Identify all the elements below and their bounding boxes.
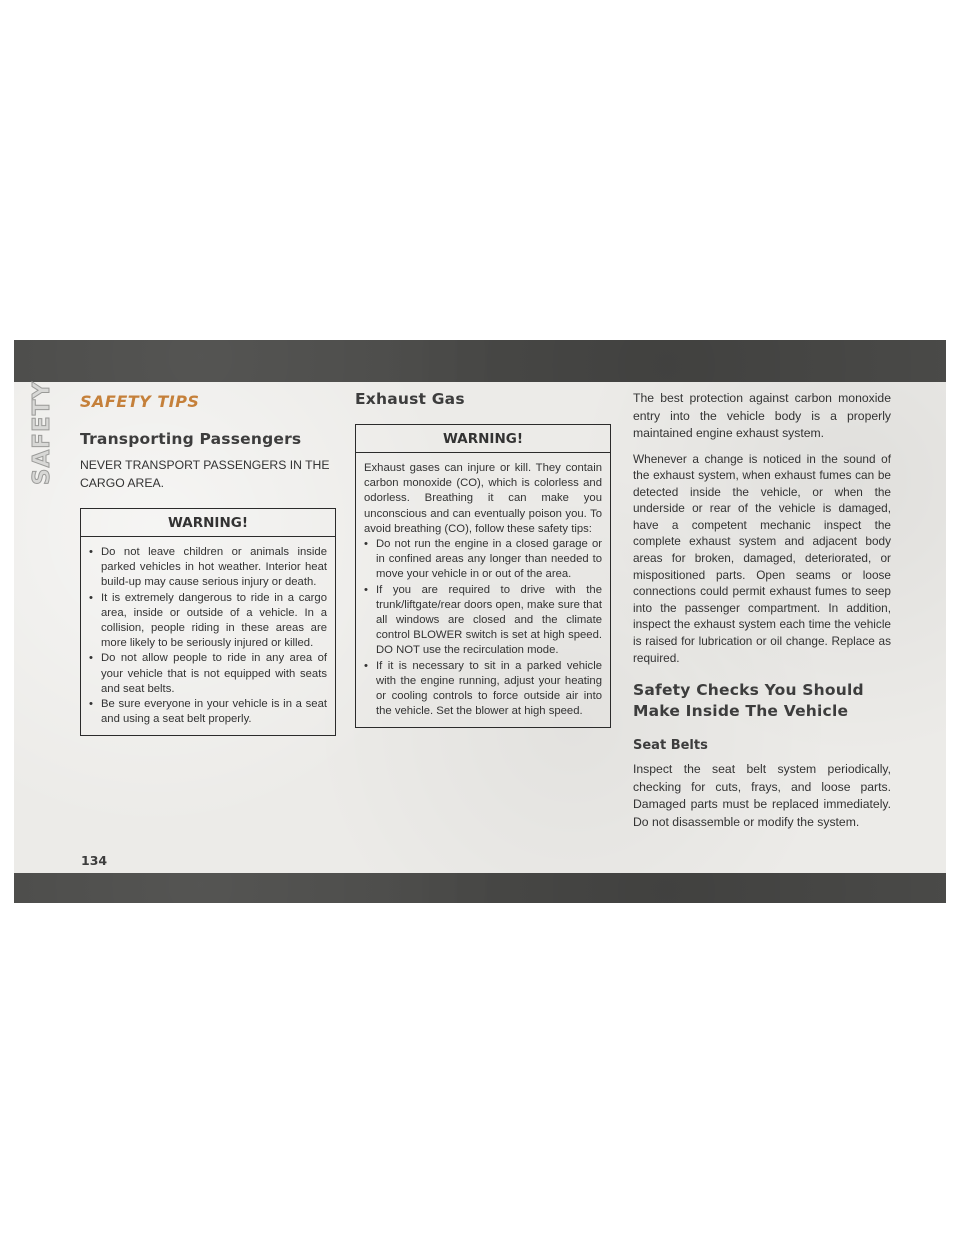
heading-safety-checks: Safety Checks You Should Make Inside The Vehicle: [633, 681, 864, 721]
warning-title: WARNING!: [356, 425, 610, 453]
warning-list: [89, 545, 327, 727]
warning-intro: Exhaust gases can injure or kill. They contain carbon monoxide (CO), which is colorless and odorless. Breathing it can make you unconscious and can eventually poison you. To avoid breathing (CO), follow these safety tips:: [364, 462, 602, 535]
warning-item: • If it is necessary to sit in a parked vehicle with the engine running, adjust your heating or cooling controls to force outside air into the vehicle. Set the blower at high speed.: [364, 659, 602, 720]
bottom-banner: [14, 873, 946, 903]
section-title: SAFETY TIPS: [80, 392, 200, 411]
column-right: [633, 390, 891, 831]
intro-text: NEVER TRANSPORT PASSENGERS IN THE CARGO AREA.: [80, 458, 330, 490]
warning-box-passengers: [80, 508, 336, 736]
heading-exhaust-gas: Exhaust Gas: [355, 390, 465, 408]
top-banner: [14, 340, 946, 382]
side-tab-label: SAFETY: [29, 380, 56, 486]
warning-item: • Do not run the engine in a closed garage or in confined areas any longer than needed to move your vehicle in or out of the area.: [364, 537, 602, 583]
paragraph-exhaust-inspection: Whenever a change is noticed in the sound of the exhaust system, when exhaust fumes can be detected inside the vehicle, or when the underside or rear of the vehicle is damaged, have a competent mechanic inspect the complete exhaust system and adjacent body areas for broken, damaged, deteriorated, or mispositioned parts. Open seams or loose connections could permit exhaust fumes to seep into the passenger compartment. In addition, inspect the exhaust system each time the vehicle is raised for lubrication or oil change. Replace as required.: [633, 451, 891, 665]
warning-box-exhaust: [355, 424, 611, 728]
column-middle: [355, 390, 611, 728]
warning-title: WARNING!: [81, 509, 335, 537]
side-tab: [18, 380, 56, 486]
page-number: 134: [81, 853, 108, 868]
paragraph-protection: The best protection against carbon monoxide entry into the vehicle body is a properly maintained engine exhaust system.: [633, 391, 891, 440]
subheading-seat-belts: Seat Belts: [633, 738, 708, 754]
warning-list: [364, 537, 602, 719]
heading-transporting-passengers: Transporting Passengers: [80, 430, 302, 448]
warning-item: • If you are required to drive with the trunk/liftgate/rear doors open, make sure that all windows are closed and the climate control BLOWER switch is set at high speed. DO NOT use the recirculation mode.: [364, 583, 602, 659]
warning-item: • Do not allow people to ride in any area of your vehicle that is not equipped with seats and seat belts.: [89, 651, 327, 697]
paragraph-seat-belts: Inspect the seat belt system periodically, checking for cuts, frays, and loose parts. Damaged parts must be replaced immediately. Do not disassemble or modify the system.: [633, 762, 891, 829]
warning-item: • Do not leave children or animals inside parked vehicles in hot weather. Interior heat build-up may cause serious injury or death.: [89, 545, 327, 591]
column-left: [80, 390, 336, 736]
warning-item: • Be sure everyone in your vehicle is in a seat and using a seat belt properly.: [89, 697, 327, 727]
warning-item: • It is extremely dangerous to ride in a cargo area, inside or outside of a vehicle. In a collision, people riding in these areas are more likely to be seriously injured or killed.: [89, 591, 327, 652]
